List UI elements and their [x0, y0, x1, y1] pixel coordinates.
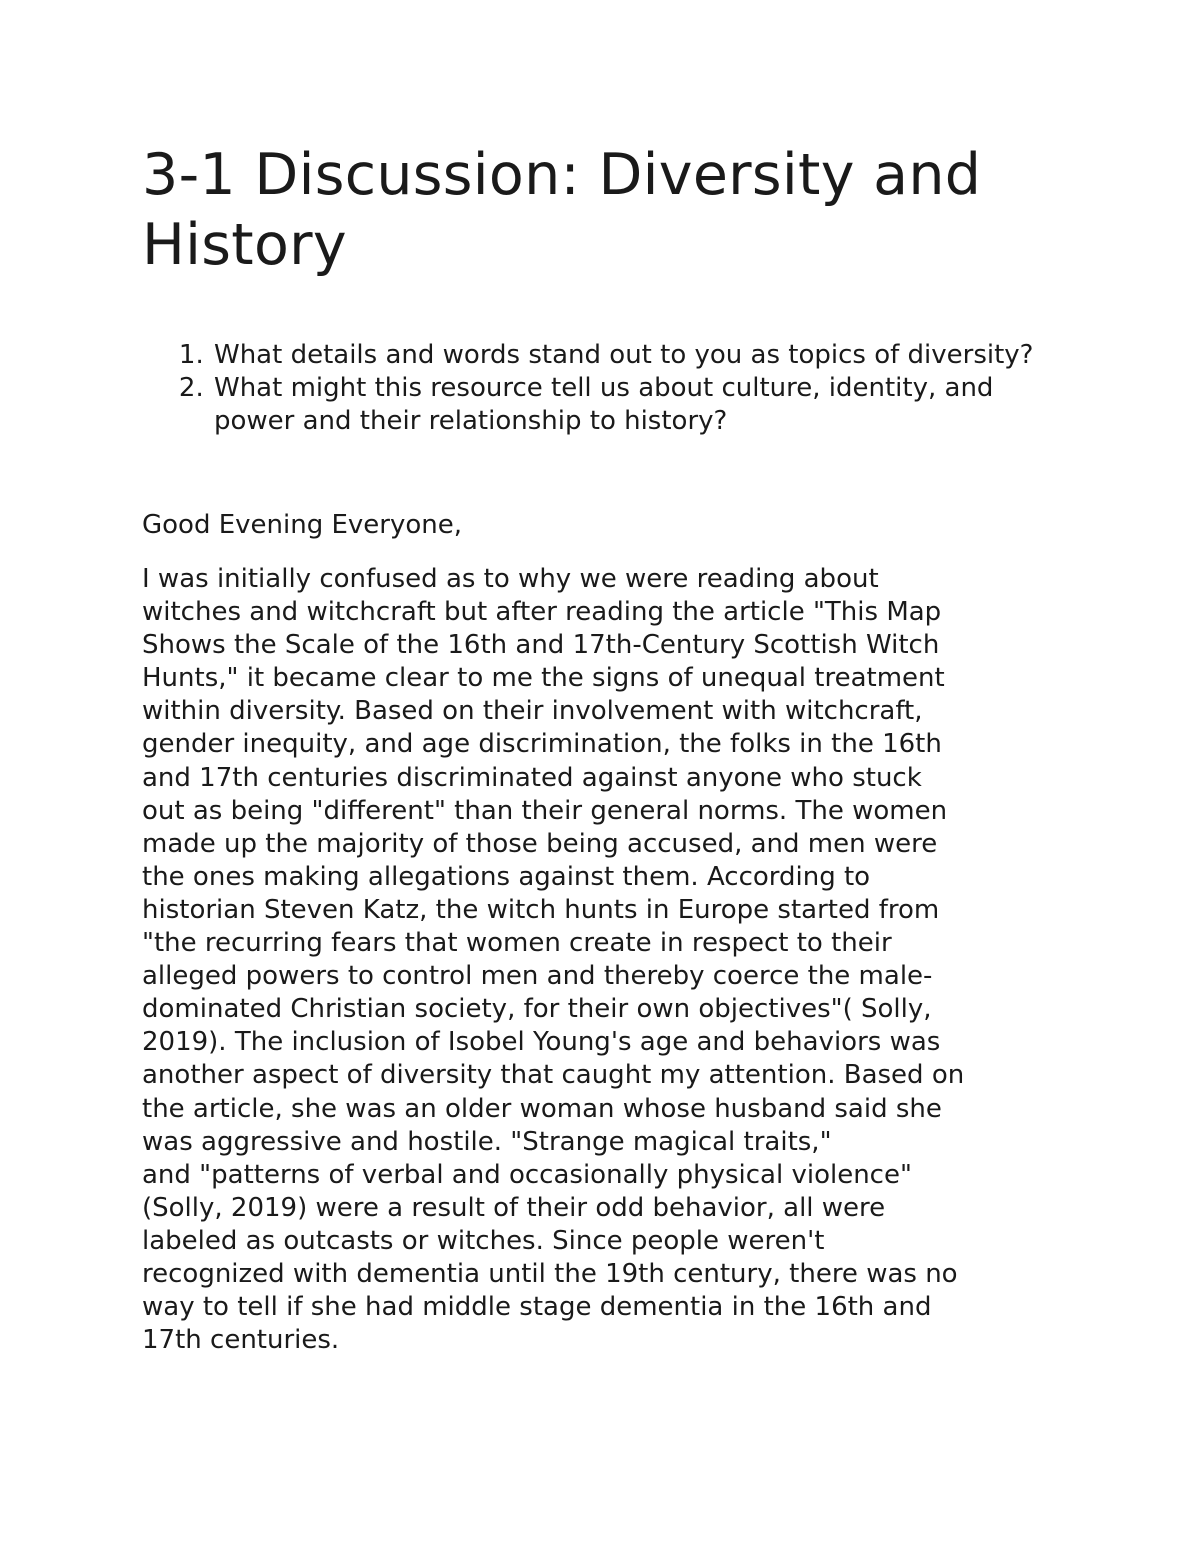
question-item: 1. What details and words stand out to you as topics of diversity?: [212, 339, 1072, 372]
question-item: 2. What might this resource tell us about culture, identity, and power and their relationship to history?: [212, 372, 1072, 438]
greeting: Good Evening Everyone,: [142, 510, 463, 540]
discussion-paragraph: I was initially confused as to why we were reading about witches and witchcraft but after reading the article "This Map Shows the Scale of the 16th and 17th-Century Scottish Witch Hunts," it became clear to me the signs of unequal treatment within diversity. Based on their involvement with witchcraft, gender inequity, and age discrimination, the folks in the 16th and 17th centuries discriminated against anyone who stuck out as being "different" than their general norms. The women made up the majority of those being accused, and men were the ones making allegations against them. According to historian Steven Katz, the witch hunts in Europe started from "the recurring fears that women create in respect to their alleged powers to control men and thereby coerce the male- dominated Christian society, for their own objectives"( Solly, 2019). The inclusion of Isobel Young's age and behaviors was another aspect of diversity that caught my attention. Based on the article, she was an older woman whose husband said she was aggressive and hostile. "Strange magical traits," and "patterns of verbal and occasionally physical violence" (Solly, 2019) were a result of their odd behavior, all were labeled as outcasts or witches. Since people weren't recognized with dementia until the 19th century, there was no way to tell if she had middle stage dementia in the 16th and 17th centuries.: [142, 564, 965, 1356]
document-title: 3-1 Discussion: Diversity and History: [142, 142, 982, 278]
discussion-questions: [142, 339, 1072, 438]
document-page: [142, 140, 1072, 1357]
